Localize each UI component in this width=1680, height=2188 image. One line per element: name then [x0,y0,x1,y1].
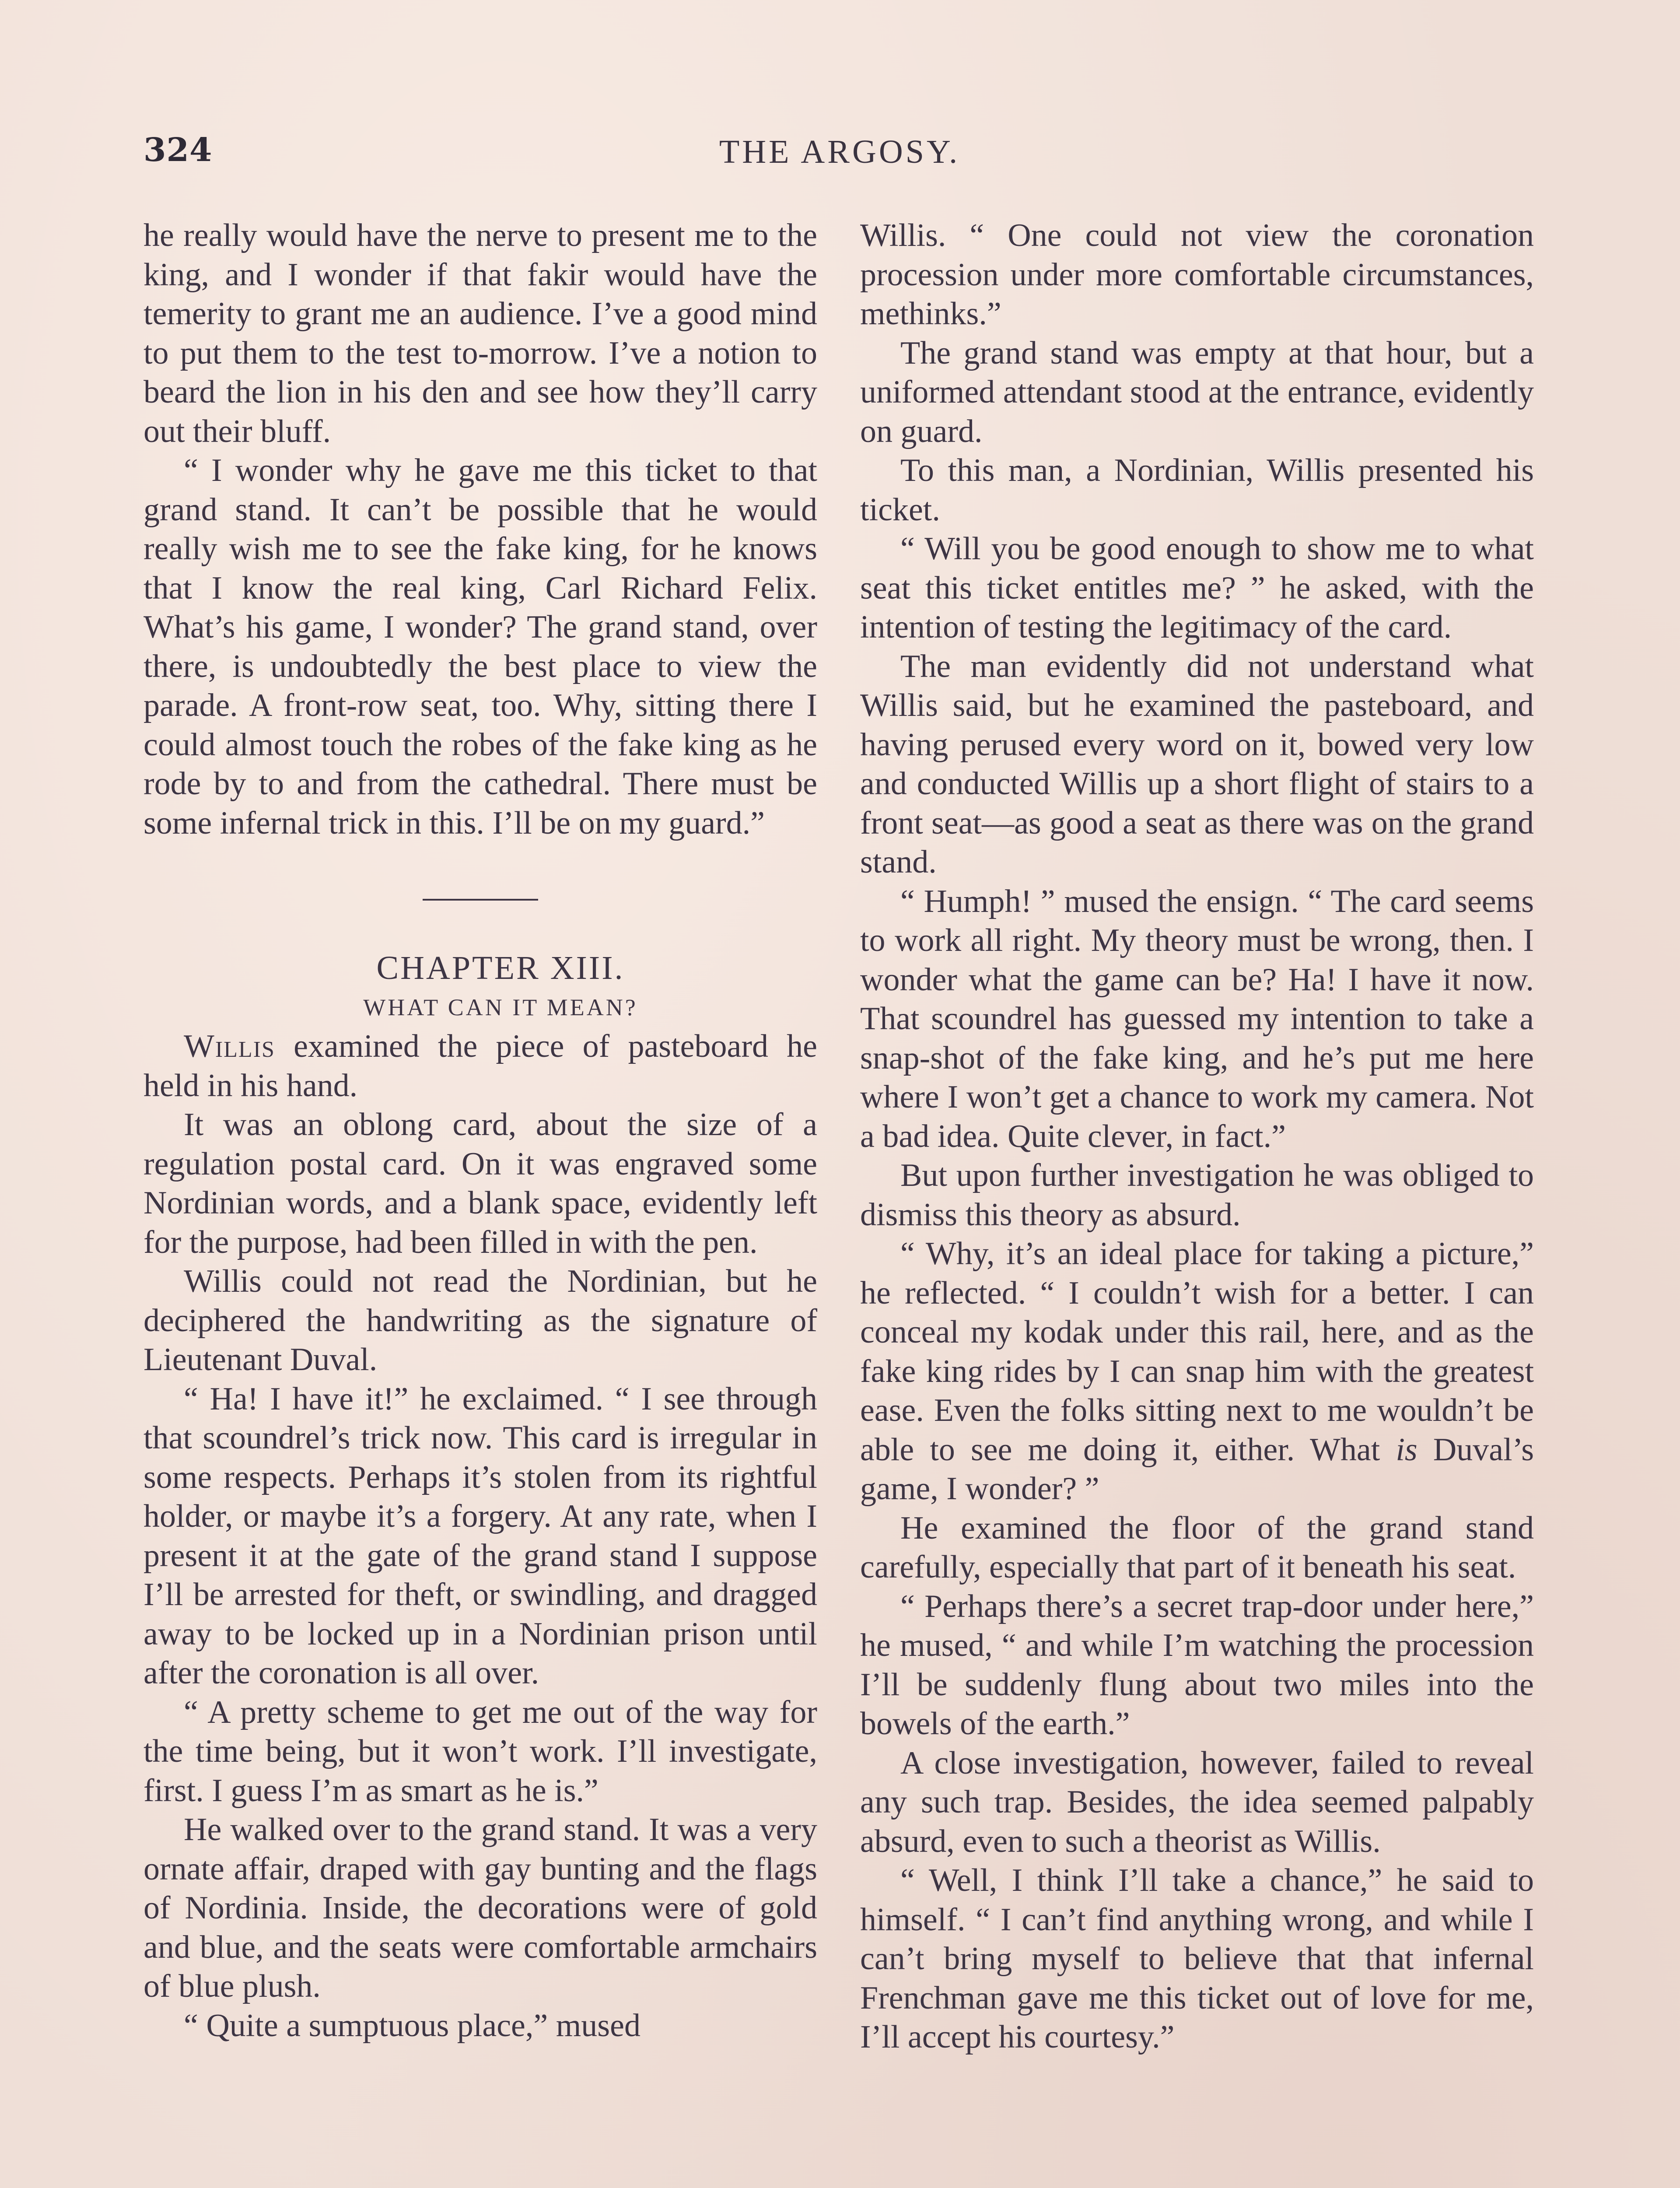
emphasis-word: is [1396,1431,1418,1468]
paragraph: The man evidently did not understand what Willis said, but he examined the pasteboard, and having perused every word on it, bowed very low and conducted Willis up a short flight of stairs to a front seat—as good a seat as there was on the grand stand. [860,648,1534,880]
paragraph: “ Well, I think I’ll take a chance,” he said to himself. “ I can’t find anything wrong, and while I can’t bring myself to believe that that infernal Frenchman gave me this ticket out of love for me, I’ll accept his courtesy.” [860,1862,1534,2055]
paragraph: Willis. “ One could not view the coronation procession under more comfortable circumstances, methinks.” [860,217,1534,332]
section-divider [423,899,538,901]
chapter-title: CHAPTER XIII. [376,950,625,986]
chapter-subtitle: WHAT CAN IT MEAN? [363,994,638,1020]
running-head: THE ARGOSY. [719,133,960,170]
paragraph: “ I wonder why he gave me this ticket to that grand stand. It can’t be possible that he would really wish me to see the fake king, for he knows that I know the real king, Carl Richard Felix. What’s his game, I wonder? The grand stand, over there, is undoubtedly the best place to view the parade. A front-row seat, too. Why, sitting there I could almost touch the robes of the fake king as he rode by to and from the cathedral. There must be some infernal trick in this. I’ll be on my guard.” [144,452,817,841]
paragraph: He walked over to the grand stand. It was a very ornate affair, draped with gay bunting and the flags of Nordinia. Inside, the decorations were of gold and blue, and the seats were comfortable armchairs of blue plush. [144,1812,817,2004]
emphasis-pre: What [1310,1431,1396,1468]
opening-text: examined the piece of pasteboard he held in his hand. [144,1028,817,1104]
page-header [144,131,1536,179]
right-column [860,216,1534,2188]
paragraph: “ A pretty scheme to get me out of the way for the time being, but it won’t work. I’ll investigate, first. I guess I’m as smart as he is.” [144,1694,817,1809]
paragraph-with-emphasis [860,1234,1534,1509]
page-number: 324 [144,131,213,169]
paragraph: “ Perhaps there’s a secret trap-door under here,” he mused, “ and while I’m watching the procession I’ll be suddenly flung about two miles into the bowels of the earth.” [860,1588,1534,1742]
paragraph: “ Quite a sumptuous place,” mused [184,2007,640,2044]
paragraph: To this man, a Nordinian, Willis presented his ticket. [860,452,1534,528]
paragraph: He examined the floor of the grand stand carefully, especially that part of it beneath his seat. [860,1510,1534,1585]
paragraph: “ Ha! I have it!” he exclaimed. “ I see through that scoundrel’s trick now. This card is irregular in some respects. Perhaps it’s stolen from its rightful holder, or maybe it’s a forgery. At any rate, when I present it at the gate of the grand stand I suppose I’ll be arrested for theft, or swindling, and dragged away to be locked up in a Nordinian prison until after the coronation is all over. [144,1381,817,1691]
paragraph: he really would have the nerve to present me to the king, and I wonder if that fakir would have the temerity to grant me an audience. I’ve a good mind to put them to the test to-morrow. I’ve a notion to beard the lion in his den and see how they’ll carry out their bluff. [144,217,817,449]
drop-word: Willis [184,1028,275,1064]
paragraph: A close investigation, however, failed to reveal any such trap. Besides, the idea seemed palpably absurd, even to such a theorist as Willis. [860,1745,1534,1859]
emphasis-post: Duval’s game, I wonder? ” [860,1431,1534,1507]
paragraph: The grand stand was empty at that hour, but a uniformed attendant stood at the entrance, evidently on guard. [860,335,1534,449]
left-column [144,216,817,2188]
paragraph: Willis could not read the Nordinian, but he deciphered the handwriting as the signature of Lieutenant Duval. [144,1263,817,1378]
paragraph: “ Humph! ” mused the ensign. “ The card seems to work all right. My theory must be wrong, then. I wonder what the game can be? Ha! I have it now. That scoundrel has guessed my intention to take a snap-shot of the fake king, and he’s put me here where I won’t get a chance to work my camera. Not a bad idea. Quite clever, in fact.” [860,883,1534,1154]
chapter-opening-paragraph [144,1027,817,1105]
paragraph: “ Will you be good enough to show me to what seat this ticket entitles me? ” he asked, with the intention of testing the legitimacy of the card. [860,531,1534,645]
paragraph-text: “ Why, it’s an ideal place for taking a picture,” he reflected. “ I couldn’t wish for a better. I can conceal my kodak under this rail, here, and as the fake king rides by I can snap him with the greatest ease. Even the folks sitting next to me wouldn’t be able to see me doing it, either. [860,1236,1534,1468]
paragraph: But upon further investigation he was obliged to dismiss this theory as absurd. [860,1157,1534,1233]
paragraph: It was an oblong card, about the size of a regulation postal card. On it was engraved some Nordinian words, and a blank space, evidently left for the purpose, had been filled in with the pen. [144,1107,817,1260]
